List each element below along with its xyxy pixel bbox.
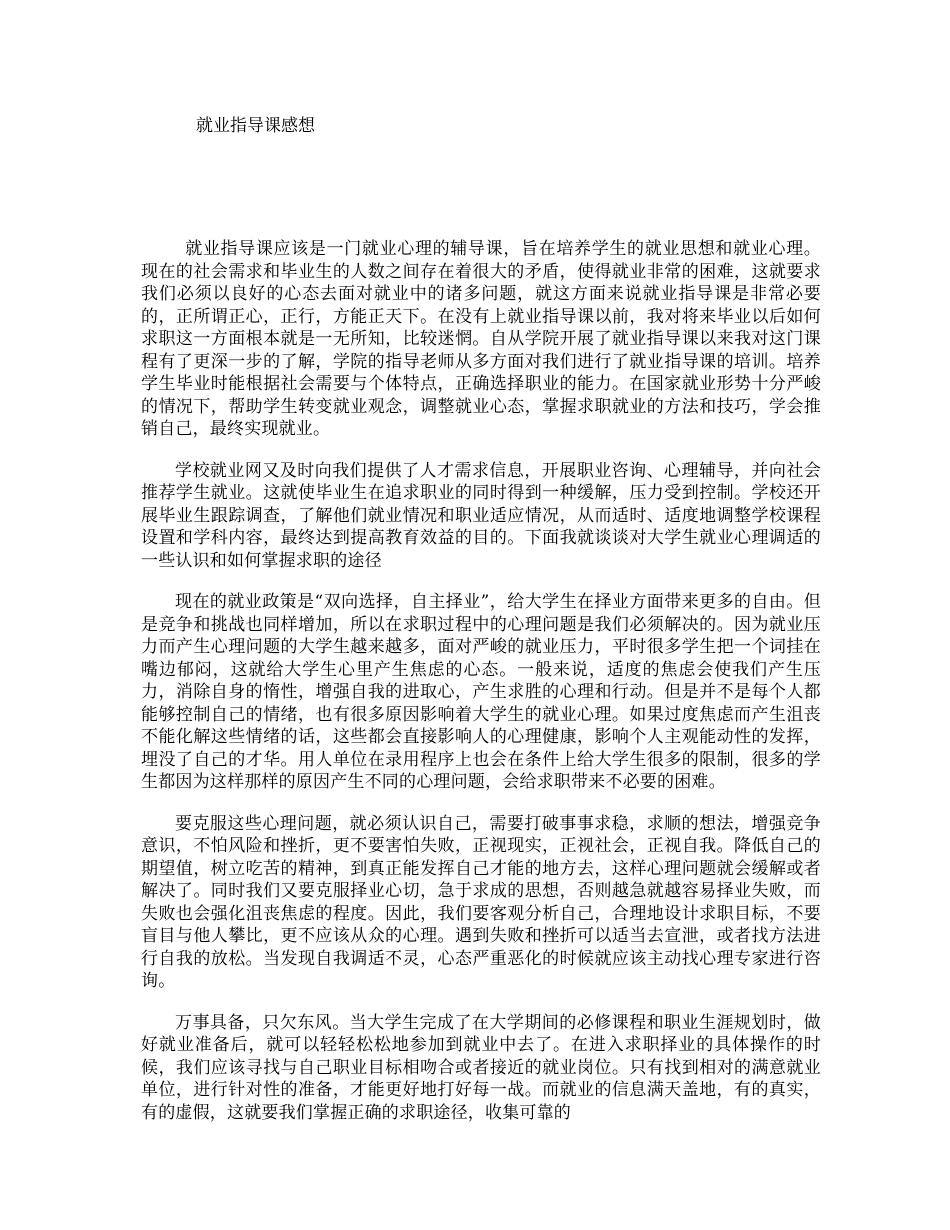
paragraph-4: 要克服这些心理问题，就必须认识自己，需要打破事事求稳，求顺的想法，增强竞争意识，不怕风险和挫折，更不要害怕失败，正视现实，正视社会，正视自我。降低自己的期望值，树立吃苦的精神，到真正能发挥自己才能的地方去，这样心理问题就会缓解或者解决了。同时我们又要克服择业心切，急于求成的思想，否则越急就越容易择业失败，而失败也会强化沮丧焦虑的程度。因此，我们要客观分析自己，合理地设计求职目标，不要盲目与他人攀比，更不应该从众的心理。遇到失败和挫折可以适当去宣泄，或者找方法进行自我的放松。当发现自我调适不灵，心态严重恶化的时候就应该主动找心理专家进行咨询。 bbox=[141, 813, 821, 991]
paragraph-3: 现在的就业政策是“双向选择，自主择业”，给大学生在择业方面带来更多的自由。但是竞争和挑战也同样增加，所以在求职过程中的心理问题是我们必须解决的。因为就业压力而产生心理问题的大学生越来越多，面对严峻的就业压力，平时很多学生把一个词挂在嘴边郁闷，这就给大学生心里产生焦虑的心态。一般来说，适度的焦虑会使我们产生压力，消除自身的惰性，增强自我的进取心，产生求胜的心理和行动。但是并不是每个人都能够控制自己的情绪，也有很多原因影响着大学生的就业心理。如果过度焦虑而产生沮丧不能化解这些情绪的话，这些都会直接影响人的心理健康，影响个人主观能动性的发挥，埋没了自己的才华。用人单位在录用程序上也会在条件上给大学生很多的限制，很多的学生都因为这样那样的原因产生不同的心理问题，会给求职带来不必要的困难。 bbox=[141, 592, 821, 792]
paragraph-5: 万事具备，只欠东风。当大学生完成了在大学期间的必修课程和职业生涯规划时，做好就业准备后，就可以轻轻松松地参加到就业中去了。在进入求职择业的具体操作的时候，我们应该寻找与自己职业目标相吻合或者接近的就业岗位。只有找到相对的满意就业单位，进行针对性的准备，才能更好地打好每一战。而就业的信息满天盖地，有的真实，有的虚假，这就要我们掌握正确的求职途径，收集可靠的 bbox=[141, 1012, 821, 1123]
paragraph-2: 学校就业网又及时向我们提供了人才需求信息，开展职业咨询、心理辅导，并向社会推荐学生就业。这就使毕业生在追求职业的同时得到一种缓解，压力受到控制。学校还开展毕业生跟踪调查，了解他们就业情况和职业适应情况，从而适时、适度地调整学校课程设置和学科内容，最终达到提高教育效益的目的。下面我就谈谈对大学生就业心理调适的一些认识和如何掌握求职的途径 bbox=[141, 460, 821, 571]
document-title: 就业指导课感想 bbox=[196, 116, 315, 136]
document-body bbox=[141, 238, 821, 1143]
paragraph-1: 就业指导课应该是一门就业心理的辅导课，旨在培养学生的就业思想和就业心理。现在的社会需求和毕业生的人数之间存在着很大的矛盾，使得就业非常的困难，这就要求我们必须以良好的心态去面对就业中的诸多问题，就这方面来说就业指导课是非常必要的，正所谓正心，正行，方能正天下。在没有上就业指导课以前，我对将来毕业以后如何求职这一方面根本就是一无所知，比较迷惘。自从学院开展了就业指导课以来我对这门课程有了更深一步的了解，学院的指导老师从多方面对我们进行了就业指导课的培训。培养学生毕业时能根据社会需要与个体特点，正确选择职业的能力。在国家就业形势十分严峻的情况下，帮助学生转变就业观念，调整就业心态，掌握求职就业的方法和技巧，学会推销自己，最终实现就业。 bbox=[141, 239, 821, 439]
